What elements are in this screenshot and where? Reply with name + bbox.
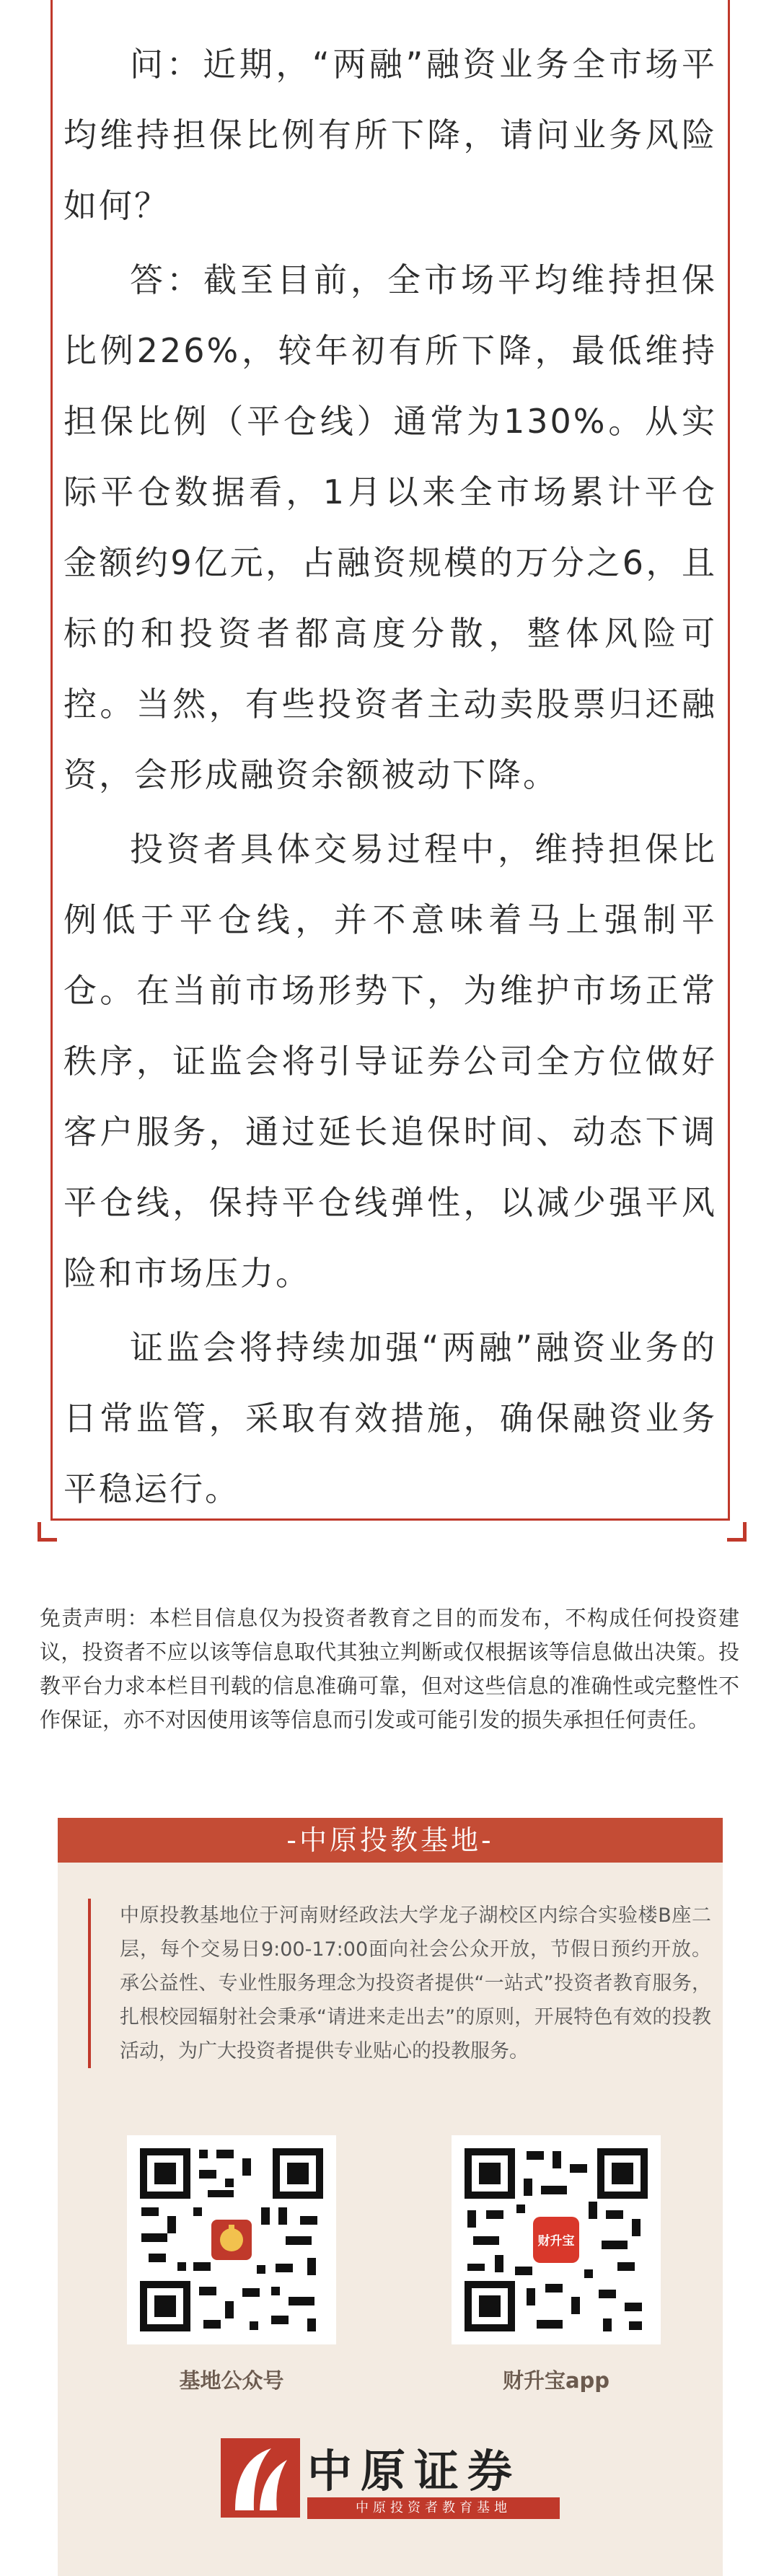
answer-paragraph-3: 证监会将持续加强“两融”融资业务的日常监管，采取有效措施，确保融资业务平稳运行。 [63,1328,717,1508]
brand-mark-icon [221,2431,300,2525]
logo-name: 中原证券 [307,2445,521,2497]
wechat-qr-code[interactable] [127,2135,336,2344]
app-icon-badge: 财升宝 [537,2234,575,2248]
qr-code-graphic [452,2135,661,2344]
caishengbao-qr-code[interactable] [452,2135,661,2344]
zhongyuan-securities-logo [221,2431,560,2539]
question-paragraph: 问：近期，“两融”融资业务全市场平均维持担保比例有所下降，请问业务风险如何？ [63,45,717,225]
frame-corner-bottom-right [727,1522,747,1542]
disclaimer-text: 免责声明：本栏目信息仅为投资者教育之目的而发布，不构成任何投资建议，投资者不应以该等信息取代其独立判断或仅根据该等信息做出决策。投教平台力求本栏目刊载的信息准确可靠，但对这些信息的准确性或完整性不作保证，亦不对因使用该等信息而引发或可能引发的损失承担任何责任。 [40,1606,739,1732]
qr-label-app: 财升宝app [502,2368,610,2393]
base-description: 中原投教基地位于河南财经政法大学龙子湖校区内综合实验楼B座二层，每个交易日9:00-17:00面向社会公众开放，节假日预约开放。承公益性、专业性服务理念为投资者提供“一站式”投资者教育服务，扎根校园辐射社会秉承“请进来走出去”的原则，开展特色有效的投教活动，为广大投资者提供专业贴心的投教服务。 [88,1899,711,2068]
logo-subtitle: 中原投资者教育基地 [307,2497,560,2519]
base-section-header: -中原投教基地- [58,1818,723,1863]
base-section [58,1818,723,2576]
answer-paragraph-2: 投资者具体交易过程中，维持担保比例低于平仓线，并不意味着马上强制平仓。在当前市场形势下，为维护市场正常秩序，证监会将引导证券公司全方位做好客户服务，通过延长追保时间、动态下调平仓线，保持平仓线弹性，以减少强平风险和市场压力。 [63,830,717,1293]
frame-corner-bottom-left [38,1522,57,1542]
article-body [63,29,717,1528]
answer-paragraph: 答：截至目前，全市场平均维持担保比例226%，较年初有所下降，最低维持担保比例（平仓线）通常为130%。从实际平仓数据看，1月以来全市场累计平仓金额约9亿元，占融资规模的万分之6，且标的和投资者都高度分散，整体风险可控。当然，有些投资者主动卖股票归还融资，会形成融资余额被动下降。 [63,260,717,794]
qr-code-graphic [127,2135,336,2344]
qr-label-wechat: 基地公众号 [179,2368,284,2393]
